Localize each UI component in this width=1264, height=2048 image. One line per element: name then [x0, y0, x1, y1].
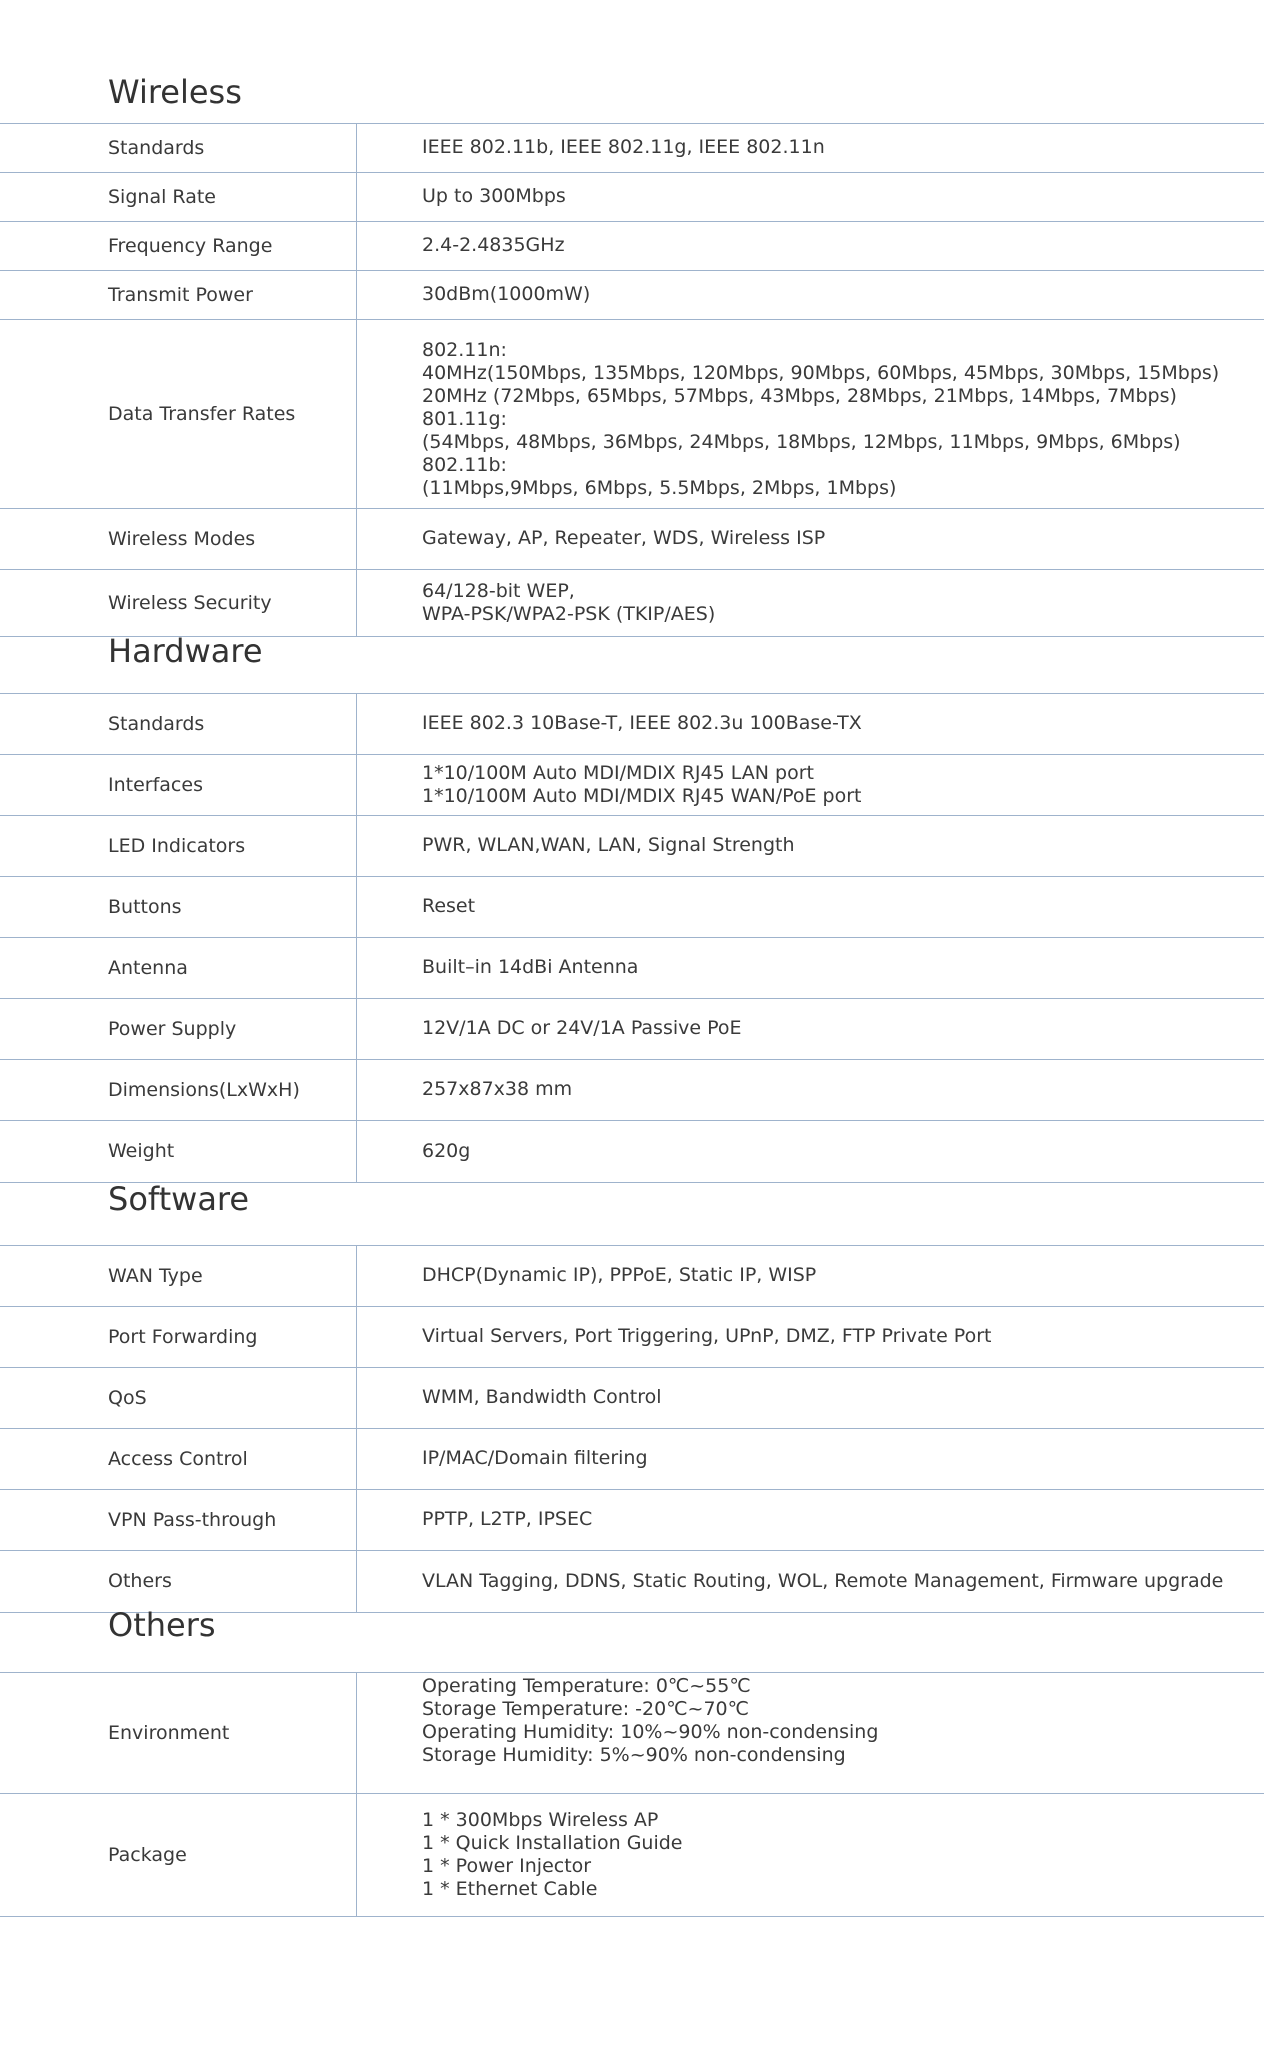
- spec-value-line: IEEE 802.11b, IEEE 802.11g, IEEE 802.11n: [422, 136, 825, 158]
- spec-label: Wireless Security: [108, 591, 272, 614]
- spec-label: Transmit Power: [108, 283, 253, 306]
- section-title: Software: [108, 1180, 250, 1218]
- spec-label: Port Forwarding: [108, 1325, 258, 1348]
- spec-value: [422, 1306, 1258, 1367]
- section-title: Others: [108, 1606, 216, 1644]
- spec-value: [422, 1660, 1258, 1781]
- spec-value-line: 1*10/100M Auto MDI/MDIX RJ45 WAN/PoE port: [422, 784, 862, 807]
- spec-value: [422, 1550, 1258, 1612]
- spec-row: [0, 172, 1264, 221]
- spec-value-line: VLAN Tagging, DDNS, Static Routing, WOL, Remote Management, Firmware upgrade: [422, 1569, 1224, 1592]
- spec-value-line: 801.11g:: [422, 408, 507, 430]
- spec-label: Power Supply: [108, 1017, 237, 1040]
- spec-row: [0, 1120, 1264, 1182]
- spec-value-line: PPTP, L2TP, IPSEC: [422, 1508, 593, 1530]
- spec-value: [422, 508, 1258, 569]
- spec-label: Antenna: [108, 956, 188, 979]
- spec-value: [422, 123, 1258, 172]
- spec-value-line: (54Mbps, 48Mbps, 36Mbps, 24Mbps, 18Mbps, 12Mbps, 11Mbps, 9Mbps, 6Mbps): [422, 431, 1181, 453]
- spec-label: Signal Rate: [108, 185, 216, 208]
- spec-label: Wireless Modes: [108, 527, 256, 550]
- spec-value: [422, 569, 1258, 636]
- spec-value-line: 802.11n:: [422, 339, 507, 361]
- spec-value-line: 257x87x38 mm: [422, 1078, 573, 1100]
- spec-row: [0, 1489, 1264, 1550]
- spec-value: [422, 1428, 1258, 1489]
- spec-row: [0, 937, 1264, 998]
- spec-value-line: 1 * 300Mbps Wireless AP: [422, 1808, 659, 1831]
- spec-value-line: 2.4-2.4835GHz: [422, 234, 565, 256]
- spec-row: [0, 1428, 1264, 1489]
- spec-value-line: 40MHz(150Mbps, 135Mbps, 120Mbps, 90Mbps, 60Mbps, 45Mbps, 30Mbps, 15Mbps): [422, 362, 1220, 384]
- spec-row: [0, 1367, 1264, 1428]
- spec-label: Buttons: [108, 895, 182, 918]
- spec-label: Dimensions(LxWxH): [108, 1078, 300, 1101]
- spec-label: Data Transfer Rates: [108, 402, 296, 425]
- spec-row: [0, 569, 1264, 636]
- spec-row: [0, 221, 1264, 270]
- spec-label: WAN Type: [108, 1264, 203, 1287]
- spec-row: [0, 1059, 1264, 1120]
- spec-value: [422, 754, 1258, 815]
- spec-label: Access Control: [108, 1447, 248, 1470]
- spec-row: [0, 319, 1264, 508]
- spec-value-line: Operating Temperature: 0℃~55℃: [422, 1674, 751, 1697]
- spec-row: [0, 998, 1264, 1059]
- spec-value-line: IEEE 802.3 10Base-T, IEEE 802.3u 100Base-TX: [422, 712, 862, 734]
- spec-value: [422, 815, 1258, 876]
- spec-value-line: WMM, Bandwidth Control: [422, 1386, 662, 1408]
- spec-row: [0, 754, 1264, 815]
- spec-value-line: IP/MAC/Domain filtering: [422, 1447, 648, 1469]
- spec-value: [422, 325, 1258, 514]
- spec-value-line: 620g: [422, 1139, 471, 1162]
- spec-row: [0, 1306, 1264, 1367]
- spec-value: [422, 937, 1258, 998]
- spec-value-line: 1*10/100M Auto MDI/MDIX RJ45 LAN port: [422, 761, 814, 784]
- spec-label: QoS: [108, 1386, 147, 1409]
- spec-row: [0, 1672, 1264, 1793]
- spec-label: Weight: [108, 1140, 175, 1162]
- spec-label: Standards: [108, 712, 205, 735]
- spec-value-line: Operating Humidity: 10%~90% non-condensing: [422, 1720, 879, 1743]
- spec-value: [422, 693, 1258, 754]
- spec-value-line: 1 * Ethernet Cable: [422, 1877, 598, 1900]
- spec-value-line: 64/128-bit WEP,: [422, 579, 575, 602]
- spec-value: [422, 1245, 1258, 1306]
- spec-label: VPN Pass-through: [108, 1508, 277, 1531]
- spec-value-line: Gateway, AP, Repeater, WDS, Wireless ISP: [422, 527, 826, 549]
- spec-value-line: 1 * Quick Installation Guide: [422, 1831, 683, 1854]
- spec-value: [422, 876, 1258, 937]
- divider: [0, 1916, 1264, 1917]
- spec-value-line: WPA-PSK/WPA2-PSK (TKIP/AES): [422, 602, 716, 625]
- spec-value-line: Built–in 14dBi Antenna: [422, 956, 639, 978]
- spec-label: Others: [108, 1570, 172, 1592]
- spec-label: Standards: [108, 136, 205, 159]
- spec-value: [422, 221, 1258, 270]
- spec-value-line: (11Mbps,9Mbps, 6Mbps, 5.5Mbps, 2Mbps, 1Mbps): [422, 477, 897, 499]
- spec-value-line: Reset: [422, 895, 476, 917]
- spec-row: [0, 815, 1264, 876]
- spec-row: [0, 1245, 1264, 1306]
- spec-row: [0, 693, 1264, 754]
- spec-value-line: 12V/1A DC or 24V/1A Passive PoE: [422, 1017, 742, 1039]
- spec-value-line: 30dBm(1000mW): [422, 283, 591, 305]
- spec-row: [0, 1793, 1264, 1916]
- section-title: Wireless: [108, 73, 242, 111]
- spec-value-line: 802.11b:: [422, 454, 507, 476]
- spec-value: [422, 1489, 1258, 1550]
- spec-row: [0, 123, 1264, 172]
- spec-row: [0, 876, 1264, 937]
- spec-value: [422, 1793, 1258, 1916]
- spec-value: [422, 998, 1258, 1059]
- spec-value-line: PWR, WLAN,WAN, LAN, Signal Strength: [422, 834, 795, 856]
- spec-row: [0, 508, 1264, 569]
- spec-label: LED Indicators: [108, 834, 246, 857]
- spec-value-line: DHCP(Dynamic IP), PPPoE, Static IP, WISP: [422, 1264, 817, 1286]
- spec-value-line: 20MHz (72Mbps, 65Mbps, 57Mbps, 43Mbps, 28Mbps, 21Mbps, 14Mbps, 7Mbps): [422, 385, 1177, 407]
- spec-value-line: 1 * Power Injector: [422, 1854, 592, 1877]
- section-title: Hardware: [108, 632, 263, 670]
- spec-label: Frequency Range: [108, 234, 273, 257]
- spec-value: [422, 270, 1258, 319]
- spec-value-line: Up to 300Mbps: [422, 185, 566, 207]
- spec-value: [422, 1120, 1258, 1182]
- spec-value: [422, 172, 1258, 221]
- spec-row: [0, 1550, 1264, 1612]
- spec-label: Package: [108, 1843, 187, 1866]
- spec-label: Interfaces: [108, 773, 203, 796]
- spec-value: [422, 1367, 1258, 1428]
- spec-value-line: Storage Humidity: 5%~90% non-condensing: [422, 1743, 846, 1766]
- spec-row: [0, 270, 1264, 319]
- spec-value-line: Virtual Servers, Port Triggering, UPnP, DMZ, FTP Private Port: [422, 1325, 992, 1347]
- spec-value-line: Storage Temperature: -20℃~70℃: [422, 1697, 749, 1720]
- spec-value: [422, 1059, 1258, 1120]
- spec-label: Environment: [108, 1721, 230, 1744]
